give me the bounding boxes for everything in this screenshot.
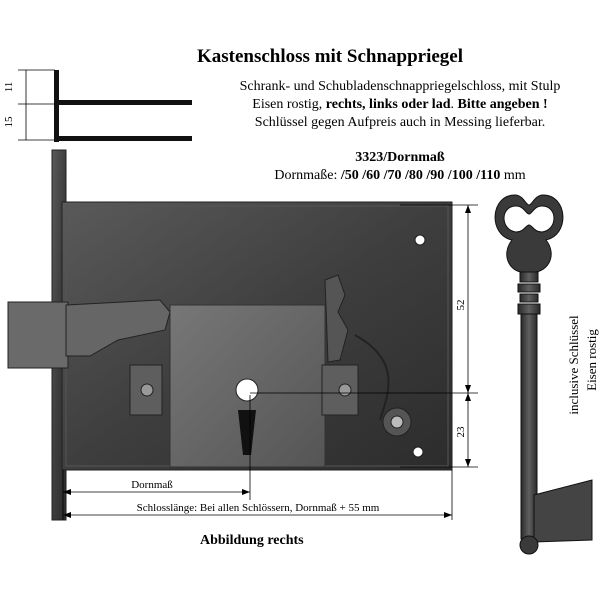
dornmass-label: Dornmaß [131, 479, 173, 491]
page-title: Kastenschloss mit Schnappriegel [196, 46, 464, 67]
description-line-1: Schrank- und Schubladenschnappriegelschloss, mit Stulp [239, 79, 561, 94]
description-line-2: Eisen rostig, rechts, links oder lad. Bitte angeben ! [252, 97, 548, 112]
key-label-2: Eisen rostig [584, 329, 599, 391]
model-code: 3323/Dornmaß [355, 150, 445, 165]
model-sizes: Dornmaße: /50 /60 /70 /80 /90 /100 /110 mm [274, 168, 526, 183]
profile-dim-top: 11 [3, 81, 15, 93]
lock-body [8, 150, 452, 520]
lock-dim-upper: 52 [455, 299, 467, 311]
profile-dim-bottom: 15 [3, 116, 15, 128]
profile-diagram [3, 70, 192, 142]
schlosslaenge-label: Schlosslänge: Bei allen Schlössern, Dornmaß + 55 mm [136, 502, 380, 514]
key-label-1: inclusive Schlüssel [566, 315, 581, 415]
figure-caption: Abbildung rechts [200, 533, 304, 548]
lock-dim-lower: 23 [455, 426, 467, 438]
description-line-3: Schlüssel gegen Aufpreis auch in Messing lieferbar. [254, 115, 546, 130]
